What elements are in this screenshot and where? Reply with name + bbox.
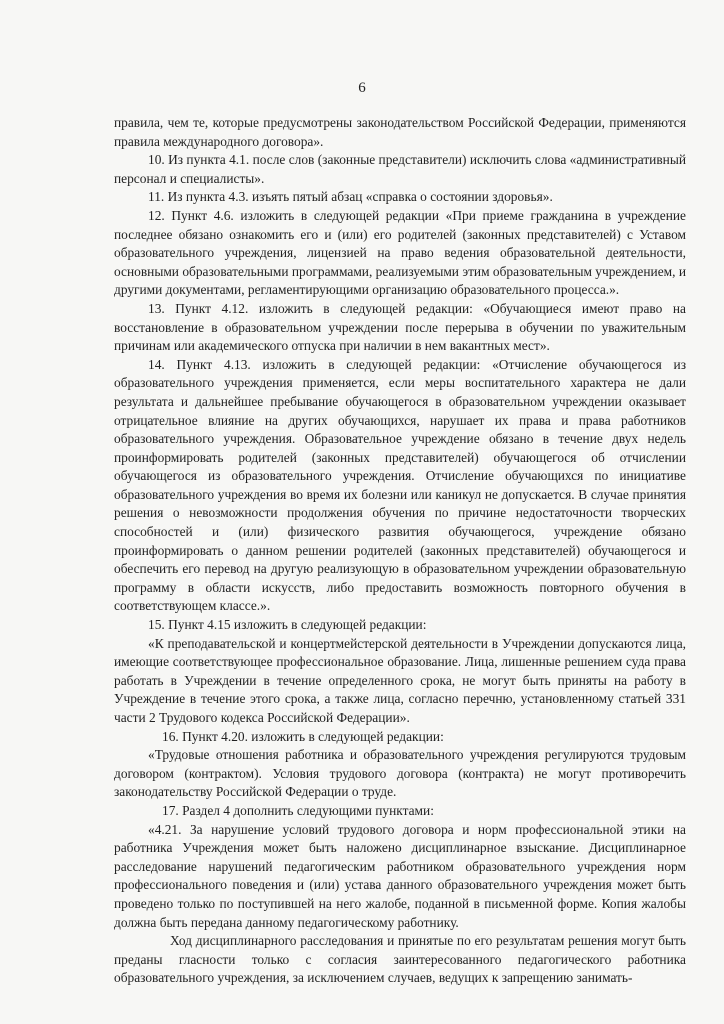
paragraph: 12. Пункт 4.6. изложить в следующей редакции «При приеме гражданина в учреждение последнее обязано ознакомить его и (или) его родителей (законных представителей) с Уставом образовательного учреждения, лицензией на право ведения образовательной деятельности, основными образовательными программами, реализуемыми этим образовательным учреждением, и другими документами, регламентирующими организацию образовательного процесса.». (114, 207, 686, 298)
paragraph: «Трудовые отношения работника и образовательного учреждения регулируются трудовым договором (контрактом). Условия трудового договора (контракта) не могут противоречить законодательству Российской Федерации о труде. (114, 747, 686, 800)
paragraph: 11. Из пункта 4.3. изъять пятый абзац «справка о состоянии здоровья». (148, 189, 553, 205)
paragraph: «4.21. За нарушение условий трудового договора и норм профессиональной этики на работника Учреждения может быть наложено дисциплинарное взыскание. Дисциплинарное расследование нарушений педагогическим работником образовательного учреждения норм профессионального поведения и (или) устава данного образовательного учреждения может быть проведено только по поступившей на него жалобе, поданной в письменной форме. Копия жалобы должна быть передана данному педагогическому работнику. (114, 821, 686, 930)
paragraph: правила, чем те, которые предусмотрены законодательством Российской Федерации, применяются правила международного договора». (114, 115, 686, 149)
paragraph: «К преподавательской и концертмейстерской деятельности в Учреждении допускаются лица, имеющие соответствующее профессиональное образование. Лица, лишенные решением суда права работать в Учреждении в течение определенного срока, не могут быть приняты на работу в Учреждение в течение этого срока, а также лица, согласно перечню, установленному статьей 331 части 2 Трудового кодекса Российской Федерации». (114, 635, 686, 725)
paragraph: Ход дисциплинарного расследования и принятые по его результатам решения могут быть преданы гласности только с согласия заинтересованного педагогического работника образовательного учреждения, за исключением случаев, ведущих к запрещению занимать- (114, 933, 686, 986)
paragraph: 10. Из пункта 4.1. после слов (законные представители) исключить слова «административный персонал и специалисты». (114, 152, 686, 186)
page-number: 6 (358, 80, 366, 96)
paragraph: 15. Пункт 4.15 изложить в следующей редакции: (148, 617, 427, 633)
paragraph: 17. Раздел 4 дополнить следующими пунктами: (162, 802, 434, 818)
paragraph: 14. Пункт 4.13. изложить в следующей редакции: «Отчисление обучающегося из образовательного учреждения применяется, если меры воспитательного характера не дали результата и дальнейшее пребывание обучающегося в образовательном учреждении оказывает отрицательное влияние на других обучающихся, нарушает их права и права работников образовательного учреждения. Образовательное учреждение обязано в течение двух недель проинформировать родителей (законных представителей) обучающегося об отчислении обучающегося из образовательного учреждения. Отчисление обучающихся по инициативе образовательного учреждения во время их болезни или каникул не допускается. В случае принятия решения о невозможности продолжения обучения по причине недостаточности творческих способностей и (или) физического развития обучающегося, учреждение обязано проинформировать о данном решении родителей (законных представителей) обучающегося и обеспечить его перевод на другую реализующую в образовательном учреждении образовательную программу в области искусств, либо предоставить возможность повторного обучения в соответствующем классе.». (114, 356, 686, 614)
paragraph: 13. Пункт 4.12. изложить в следующей редакции: «Обучающиеся имеют право на восстановление в образовательном учреждении после перерыва в обучении по уважительным причинам или академического отпуска при наличии в нем вакантных мест». (114, 300, 686, 354)
document-body (114, 114, 686, 988)
paragraph: 16. Пункт 4.20. изложить в следующей редакции: (162, 728, 444, 744)
